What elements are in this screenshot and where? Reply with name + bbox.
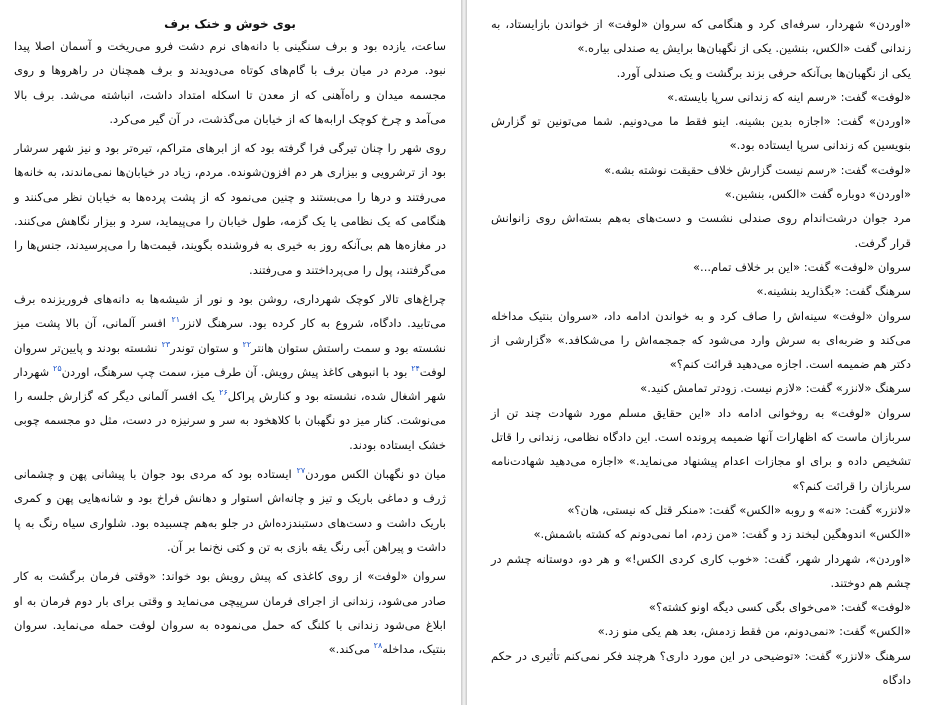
paragraph: «الکس» گفت: «نمی‌دونم، من فقط زدمش، بعد هم یکی منو زد.» xyxy=(597,624,911,639)
paragraph: یکی از نگهبان‌ها بی‌آنکه حرفی بزند برگشت و یک صندلی آورد. xyxy=(616,65,911,80)
paragraph: «اوردن» شهردار، سرفه‌ای کرد و هنگامی که سروان «لوفت» از خواندن بازایستاد، به زندانی گفت «الکس، بنشین. یکی از نگهبان‌ها برایش یه صندلی بیاره.» xyxy=(491,17,911,56)
right-book-page xyxy=(466,0,926,705)
text-run: یک افسر آلمانی دیگر که گزارش جلسه را می‌نوشت. کنار میز دو نگهبان با کلاهخود به سر و سرنیزه در دست، مثل دو مجسمه چوبی خشک ایستاده بودند. xyxy=(14,389,446,452)
text-run: و ستوان توندر xyxy=(170,340,243,355)
paragraph xyxy=(14,462,446,559)
text-run: ایستاده بود که مردی بود جوان با پیشانی پهن و چشمانی ژرف و دماغی باریک و تیز و چانه‌اش استوار و دهانش فراخ بود و شانه‌هایی پهن و کمری باریک داشت و دست‌های دستبندزده‌اش در جلو به‌هم چسبیده بود. شلواری سیاه رنگ به پا داشت و پیراهن آبی رنگ یقه بازی به تن و کتی نخ‌نما بر آن. xyxy=(14,467,446,554)
paragraph xyxy=(14,287,446,457)
paragraph: سروان «لوفت» به روخوانی ادامه داد «این حقایق مسلم مورد شهادت چند تن از سربازان ماست که اظهارات آنها ضمیمه پرونده است. این دادگاه نظامی، زندانی را قاتل تشخیص داده و برای او مجازات اعدام پیشنهاد می‌نماید.» «اجازه می‌دهید شهادت‌نامه سربازان را قرائت کنم؟» xyxy=(491,405,911,493)
footnote-marker[interactable]: ۲۱ xyxy=(171,315,181,325)
paragraph: سروان «لوفت» گفت: «این بر خلاف تمام...» xyxy=(693,259,911,274)
footnote-marker[interactable]: ۲۴ xyxy=(411,364,420,374)
paragraph: «لوفت» گفت: «می‌خوای بگی کسی دیگه اونو کشته؟» xyxy=(648,600,911,615)
paragraph: ساعت، یازده بود و برف سنگینی با دانه‌های نرم دشت فرو می‌ریخت و آسمان اصلا پیدا نبود. مردم در میان برف با گام‌های کوتاه می‌دویدند و برف همچنان در راهروها و روی مجسمه میدان و راه‌آهنی که از معدن تا اسکله امتداد داشت، انباشته می‌شد. برف بالا می‌آمد و چرخ کوچک ارابه‌ها که از خیابان می‌گذشت، در آن گیر می‌کرد. xyxy=(14,39,446,126)
paragraph: سروان «لوفت» سینه‌اش را صاف کرد و به خواندن ادامه داد، «سروان بنتیک مداخله می‌کند و ضربه‌ای به سرش وارد می‌شود که جمجمه‌اش را می‌شکافد.» «گزارشی از دکتر هم ضمیمه است. اجازه می‌دهید قرائت کنم؟» xyxy=(491,308,911,372)
text-run: می‌کند.» xyxy=(328,642,374,657)
footnote-marker[interactable]: ۲۷ xyxy=(296,466,306,476)
paragraph: روی شهر را چنان تیرگی فرا گرفته بود که از ابرهای متراکم، تیره‌تر بود و نیز شهر سرشار بود از ترشرویی و بیزاری هر دم افزون‌شونده. مردم، زیاد در خیابان‌ها نمی‌ماندند، به خانه‌ها می‌رفتند و درها را می‌بستند و چنین می‌نمود که از پشت پرده‌ها به خیابان نظر می‌کنند و هنگامی که یک نظامی یا یک گزمه، طول خیابان را می‌پیماید، سرد و بیزار نگاهش می‌کنند. در مغازه‌ها هم بی‌آنکه روز به خیری به فروشنده بگویند، قیمت‌ها را می‌پرسیدند، جنس‌ها را می‌گرفتند، پول را می‌پرداختند و می‌رفتند. xyxy=(14,141,446,277)
paragraph: «اوردن» دوباره گفت «الکس، بنشین.» xyxy=(724,187,911,202)
paragraph: سرهنگ «لانزر» گفت: «توضیحی در این مورد داری؟ هرچند فکر نمی‌کنم تأثیری در حکم دادگاه xyxy=(491,648,911,688)
paragraph: «اوردن» گفت: «اجازه بدین بشینه. اینو فقط ما می‌دونیم. شما می‌تونین تو گزارش بنویسین که زندانی سرپا ایستاده بود.» xyxy=(491,114,911,153)
footnote-marker[interactable]: ۲۳ xyxy=(161,339,171,349)
paragraph: مرد جوان درشت‌اندام روی صندلی نشست و دست‌های به‌هم بسته‌اش روی زانوانش قرار گرفت. xyxy=(491,211,911,250)
text-run: شهردار شهر اشغال شده، نشسته بود و کنارش پراکل xyxy=(14,364,447,404)
paragraph: «اوردن»، شهردار شهر، گفت: «خوب کاری کردی الکس!» و هر دو، دوستانه چشم در چشم هم دوختند. xyxy=(491,551,911,590)
paragraph: «لوفت» گفت: «رسم اینه که زندانی سرپا بایسته.» xyxy=(667,89,911,104)
paragraph: سرهنگ گفت: «بگذارید بنشینه.» xyxy=(756,284,911,299)
footnote-marker[interactable]: ۲۶ xyxy=(219,388,228,398)
text-run: سروان «لوفت» از روی کاغذی که پیش رویش بود خواند: «وقتی فرمان برگشت به کار صادر می‌شود، زندانی از اجرای فرمان سرپیچی می‌نماید و وقتی برای بار دوم فرمان به او ابلاغ می‌شود زندانی با کلنگ که حمل می‌نموده به سروان لوفت حمله می‌نماید. سروان بنتیک، مداخله xyxy=(14,569,446,657)
text-run: افسر آلمانی، آن بالا پشت میز نشسته بود و سمت راستش ستوان هانتر xyxy=(14,316,447,355)
left-book-page xyxy=(0,0,462,705)
text-run: چراغ‌های تالار کوچک شهرداری، روشن بود و نور از شیشه‌ها به دانه‌های فروریزنده برف می‌تابید. دادگاه، شروع به کار کرده بود. سرهنگ لانزر xyxy=(14,291,446,331)
chapter-title: بوی خوش و خنک برف xyxy=(164,17,296,31)
left-page-text xyxy=(14,12,446,666)
paragraph xyxy=(14,564,446,661)
text-run: بود با انبوهی کاغذ پیش رویش. آن طرف میز، سمت چپ سرهنگ، اوردن xyxy=(61,364,412,379)
footnote-marker[interactable]: ۲۸ xyxy=(373,641,383,651)
footnote-marker[interactable]: ۲۲ xyxy=(242,339,252,349)
paragraph: «لانزر» گفت: «نه» و روبه «الکس» گفت: «منکر قتل که نیستی، هان؟» xyxy=(567,502,911,517)
text-run: میان دو نگهبان الکس موردن xyxy=(305,467,446,482)
paragraph: «لوفت» گفت: «رسم نیست گزارش خلاف حقیقت نوشته بشه.» xyxy=(604,162,911,177)
paragraph: «الکس» اندوهگین لبخند زد و گفت: «من زدم، اما نمی‌دونم که کشته باشمش.» xyxy=(533,527,911,542)
footnote-marker[interactable]: ۲۵ xyxy=(53,364,62,374)
text-run: نشسته بودند و پایین‌تر سروان لوفت xyxy=(14,340,447,379)
right-page-text xyxy=(491,12,911,692)
paragraph: سرهنگ «لانزر» گفت: «لازم نیست. زودتر تمامش کنید.» xyxy=(640,381,911,396)
